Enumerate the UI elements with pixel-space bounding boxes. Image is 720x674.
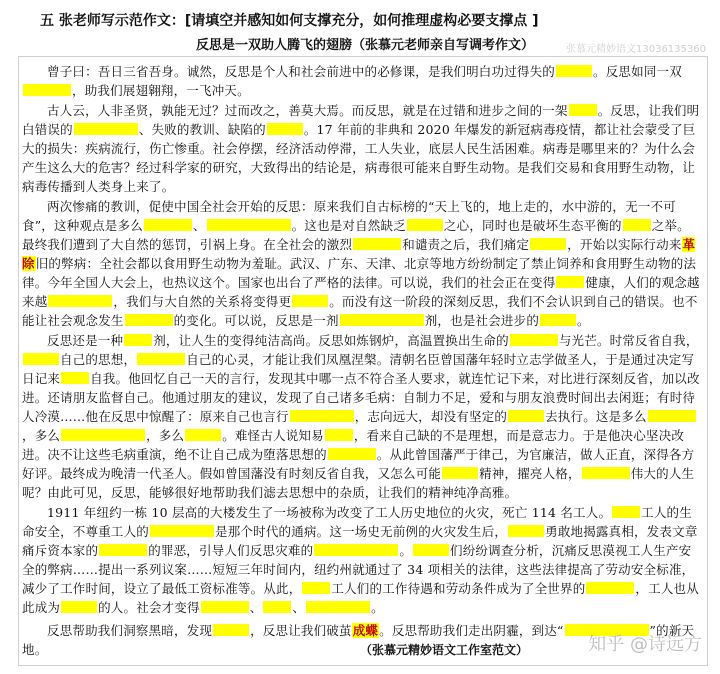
fill-in-blank[interactable] bbox=[556, 65, 592, 77]
fill-in-blank[interactable] bbox=[207, 219, 291, 231]
answer-highlight: 成蝶 bbox=[352, 623, 379, 638]
fill-in-blank[interactable] bbox=[325, 429, 353, 441]
fill-in-blank[interactable] bbox=[648, 410, 696, 422]
fill-in-blank[interactable] bbox=[137, 353, 185, 365]
fill-in-blank[interactable] bbox=[150, 525, 214, 537]
fill-in-blank[interactable] bbox=[540, 314, 576, 326]
fill-in-blank[interactable] bbox=[61, 601, 97, 613]
fill-in-blank[interactable] bbox=[508, 410, 544, 422]
fill-in-blank[interactable] bbox=[556, 276, 584, 288]
fill-in-blank[interactable] bbox=[61, 372, 89, 384]
fill-in-blank[interactable] bbox=[267, 123, 303, 135]
fill-in-blank[interactable] bbox=[442, 467, 478, 479]
paragraph-3: 两次惨痛的教训，促使中国全社会开始的反思：原来我们自古标榜的“天上飞的，地上走的，水中游的，无一不可食”，这种观点是多么 、 。这也是对自然缺乏 之心，同时也是破坏生态平衡的 之举。最终我们遭到了大自然的惩罚，引祸上身。在全社会的激烈 和谴责之后，我们痛定 ，开始以实际行动来革除旧的弊病：全社会都以食用野生动物为羞耻。武汉、广东、天津、北京等地方纷纷制定了禁止饲养和食用野生动物的法律。今年全国人大会上，也热议这个。国家也出台了严格的法律。可以说，我们的社会正在变得 健康，人们的观念越来越 ，我们与大自然的关系将变得更 。而没有这一阶段的深刻反思，我们不会认识到自己的错误。也不能让社会观念发生 的变化。可以说，反思是一剂 剂，也是社会进步的 。 bbox=[22, 199, 700, 328]
fill-in-blank[interactable] bbox=[530, 238, 566, 250]
fill-in-blank[interactable] bbox=[586, 582, 634, 594]
fill-in-blank[interactable] bbox=[582, 467, 630, 479]
fill-in-blank[interactable] bbox=[125, 314, 173, 326]
fill-in-blank[interactable] bbox=[314, 544, 398, 556]
fill-in-blank[interactable] bbox=[74, 123, 138, 135]
fill-in-blank[interactable] bbox=[407, 219, 443, 231]
fill-in-blank[interactable] bbox=[61, 429, 145, 441]
article-heading: 五 张老师写示范作文：[请填空并感知如何支撑充分，如何推理虚构必要支撑点 ] bbox=[40, 13, 539, 29]
fill-in-blank[interactable] bbox=[306, 601, 370, 613]
fill-in-blank[interactable] bbox=[569, 104, 597, 116]
fill-in-blank[interactable] bbox=[302, 582, 330, 594]
fill-in-blank[interactable] bbox=[185, 429, 221, 441]
fill-in-blank[interactable] bbox=[124, 334, 152, 346]
article-subtitle: 反思是一双助人腾飞的翅膀（张慕元老师亲自写调考作文） bbox=[196, 38, 535, 53]
signature: （张慕元精妙语文工作室范文） bbox=[360, 643, 529, 657]
fill-in-blank[interactable] bbox=[213, 624, 249, 636]
fill-in-blank[interactable] bbox=[340, 314, 424, 326]
fill-in-blank[interactable] bbox=[48, 295, 112, 307]
fill-in-blank[interactable] bbox=[144, 219, 192, 231]
paragraph-6: 反思帮助我们洞察黑暗，发现 ，反思让我们破茧成蝶。反思帮助我们走出阴霾，到达“ ”的新天地。 bbox=[22, 623, 695, 657]
paragraph-4: 反思还是一种 剂，让人生的变得纯洁高尚。反思如炼钢炉，高温置换出生命的 与光芒。时常反省自我，自己的思想， 自己的心灵，才能让我们凤凰涅槃。清朝名臣曾国藩年轻时立志学做圣人，于是通过决定写日记来 自我。他回忆自己一天的言行，发现其中哪一点不符合圣人要求，就连忙记下来，对比进行深刻反省，加以改进。还请朋友监督自己。他通过朋友的建议，发现了自己诸多毛病：自制力不足，爱和与朋友浪费时间出去闲逛；有时待人冷漠……他在反思中惊醒了：原来自己也言行 ，志向远大，却没有坚定的 去执行。这是多么，多么 ，多么 。难怪古人说知易 ，看来自己缺的不是理想，而是意志力。于是他决心坚决改进。决不让这些毛病重演，绝不让自己成为堕落思想的 。从此曾国藩严于律己，为官廉洁，做人正直，深得各方好评。最终成为晚清一代圣人。假如曾国藩没有时刻反省自我，又怎么可能 精神，擢亮人格， 伟大的人生呢？由此可见，反思，能够很好地帮助我们滤去思想中的杂质，让我们的精神纯净高雅。 bbox=[22, 333, 700, 500]
phone-watermark: 张慕元精妙语文13036135360 bbox=[566, 44, 706, 55]
fill-in-blank[interactable] bbox=[23, 353, 59, 365]
fill-in-blank[interactable] bbox=[290, 410, 354, 422]
fill-in-blank[interactable] bbox=[612, 506, 640, 518]
fill-in-blank[interactable] bbox=[413, 544, 449, 556]
fill-in-blank[interactable] bbox=[510, 334, 558, 346]
fill-in-blank[interactable] bbox=[99, 544, 147, 556]
zhihu-watermark: 知乎 @诗远方 bbox=[588, 634, 702, 655]
fill-in-blank[interactable] bbox=[292, 295, 328, 307]
fill-in-blank[interactable] bbox=[508, 525, 544, 537]
essay-body bbox=[22, 62, 702, 660]
answer-highlight: 革除 bbox=[22, 237, 696, 271]
fill-in-blank[interactable] bbox=[353, 238, 401, 250]
fill-in-blank[interactable] bbox=[263, 601, 291, 613]
paragraph-1: 曾子曰：吾日三省吾身。诚然，反思是个人和社会前进中的必修课，是我们明白功过得失的 。反思如同一双，助我们展翅翱翔，一飞冲天。 bbox=[22, 62, 702, 100]
fill-in-blank[interactable] bbox=[328, 448, 376, 460]
fill-in-blank[interactable] bbox=[201, 601, 249, 613]
fill-in-blank[interactable] bbox=[23, 84, 71, 96]
paragraph-5: 1911 年纽约一栋 10 层高的大楼发生了一场被称为改变了工人历史地位的火灾，死亡 114 名工人。 工人的生命安全，不尊重工人的 是那个时代的通病。这一场史无前例的火灾发生后， 勇敢地揭露真相，发表文章痛斥资本家的 的罪恶，引导人们反思灾难的 。 们纷纷调查分析，沉痛反思漠视工人生产安全的弊病……提出一系列议案……短短三年时间内，纽约州就通过了 34 项相关的法律，这些法律提高了劳动安全标准，减少了工作时间，设立了最低工资标准等。从此， 工人们的工作待遇和劳动条件成为了全世界的 ，工人也从此成为 的人。社会才变得 、 、 。 bbox=[22, 505, 699, 615]
paragraph-2: 古人云，人非圣贤，孰能无过？过而改之，善莫大焉。而反思，就是在过错和进步之间的一架 。反思，让我们明白错误的 、失败的教训、缺陷的 。17 年前的非典和 2020 年爆发的新冠病毒疫情，都让社会蒙受了巨大的损失：疾病流行，伤亡惨重。社会停摆，经济活动停滞，工人失业，底层人民生活困难。病毒是哪里来的？为什么会产生这么大的危害？经过科学家的研究，大致得出的结论是，病毒很可能来自野生动物。是我们交易和食用野生动物，让病毒传播到人类身上来了。 bbox=[22, 103, 700, 194]
fill-in-blank[interactable] bbox=[623, 219, 651, 231]
